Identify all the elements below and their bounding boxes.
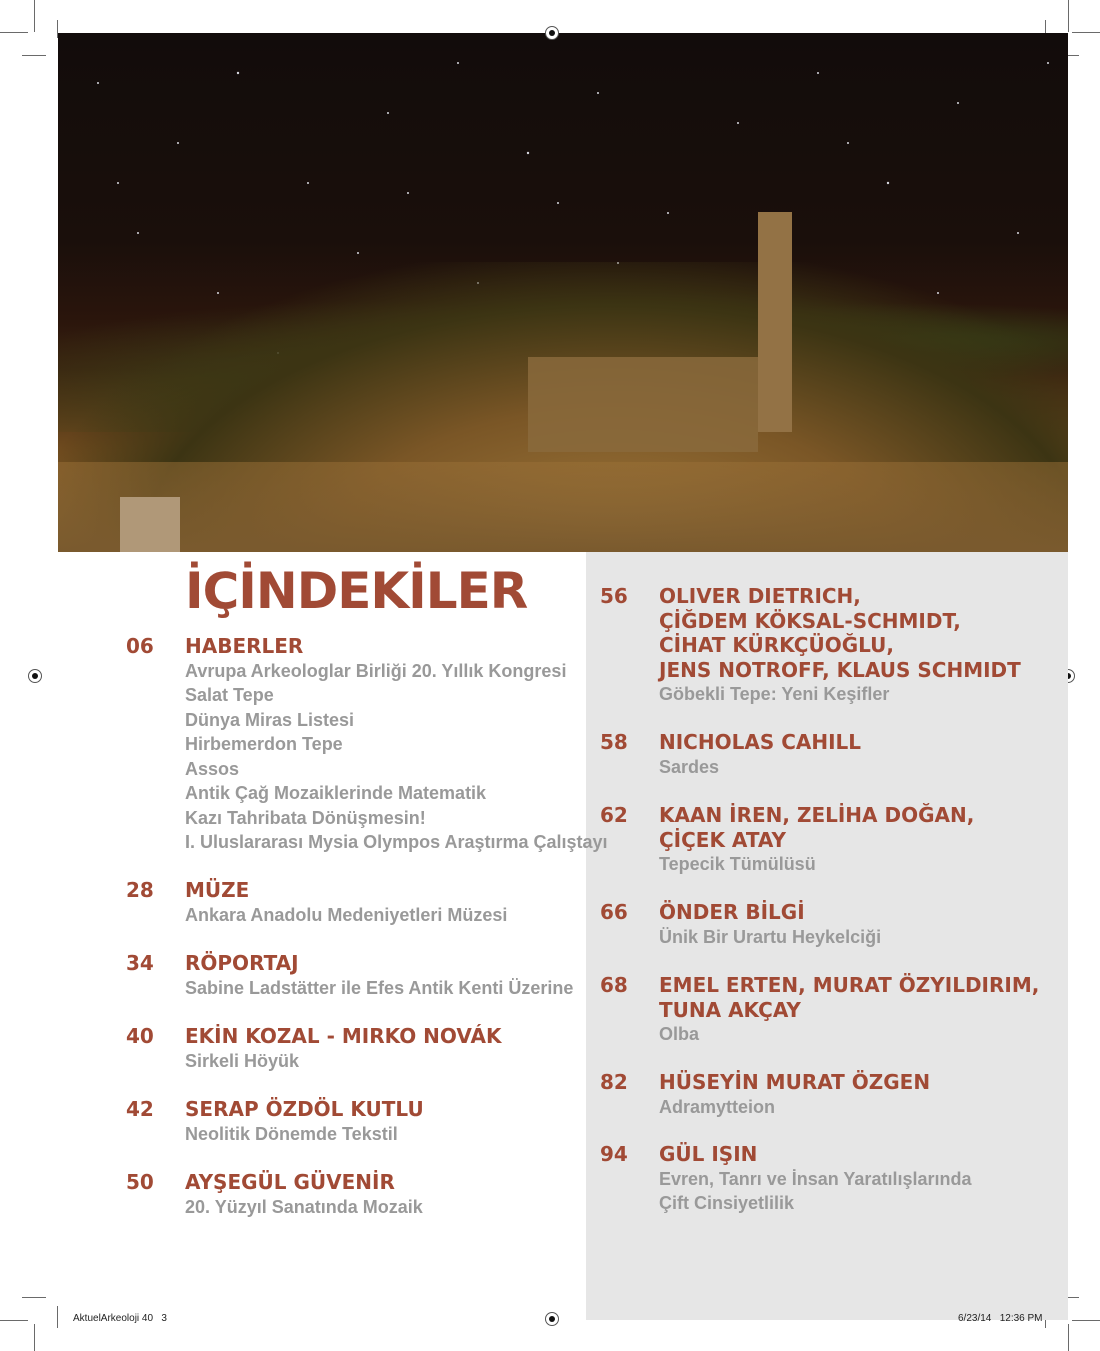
entry-item: I. Uluslararası Mysia Olympos Araştırma Çalıştayı [185, 832, 608, 852]
heading-line: ÇİÇEK ATAY [659, 827, 786, 852]
entry-item: Sardes [659, 756, 720, 777]
page-number: 40 [126, 1024, 154, 1048]
entry-heading [659, 803, 974, 877]
entry-item: Sabine Ladstätter ile Efes Antik Kenti Üzerine [185, 977, 574, 998]
entry-heading [185, 878, 507, 927]
heading-line: OLIVER DIETRICH, [659, 584, 861, 608]
entry-item: Neolitik Dönemde Tekstil [185, 1123, 398, 1144]
entry-heading [659, 584, 1021, 707]
stone-block [120, 497, 180, 552]
crop-mark [22, 55, 46, 56]
page-number: 56 [600, 584, 628, 608]
heading-line: NICHOLAS CAHILL [659, 730, 862, 754]
heading-line: EMEL ERTEN, MURAT ÖZYILDIRIM, [659, 973, 1040, 997]
heading-line: EKİN KOZAL - MIRKO NOVÁK [185, 1024, 502, 1048]
heading-line: CİHAT KÜRKÇÜOĞLU, [659, 633, 894, 657]
heading-line: RÖPORTAJ [185, 951, 299, 975]
entry-heading [185, 634, 608, 855]
entry-heading [659, 973, 1039, 1047]
entry-heading [185, 1170, 423, 1219]
crop-mark [34, 0, 35, 32]
entry-item: Çift Cinsiyetlilik [659, 1193, 795, 1213]
heading-line: HABERLER [185, 634, 304, 658]
entry-item: Kazı Tahribata Dönüşmesin! [185, 807, 426, 828]
ruin-column [758, 212, 792, 432]
crop-mark [1072, 32, 1100, 33]
registration-mark-icon [28, 669, 42, 683]
entry-item: Ankara Anadolu Medeniyetleri Müzesi [185, 904, 508, 925]
ruin-wall [528, 357, 758, 452]
page-title: İÇİNDEKİLER [185, 562, 528, 620]
page-number: 06 [126, 634, 154, 658]
page-number: 66 [600, 900, 628, 924]
entry-heading [659, 1142, 971, 1216]
entry-item: Assos [185, 758, 240, 779]
page-number: 42 [126, 1097, 154, 1121]
heading-line: KAAN İREN, ZELİHA DOĞAN, [659, 803, 975, 827]
heading-line: SERAP ÖZDÖL KUTLU [185, 1097, 424, 1121]
crop-mark [34, 1324, 35, 1351]
entry-item: Göbekli Tepe: Yeni Keşifler [659, 684, 890, 704]
heading-line: GÜL IŞIN [659, 1142, 758, 1166]
heading-line: ÖNDER BİLGİ [659, 900, 805, 924]
page-number: 62 [600, 803, 628, 827]
entry-item: Hirbemerdon Tepe [185, 734, 343, 754]
entry-heading [185, 951, 573, 1000]
entry-item: Sirkeli Höyük [185, 1050, 300, 1071]
page-number: 68 [600, 973, 628, 997]
entry-item: Dünya Miras Listesi [185, 709, 355, 730]
page-number: 50 [126, 1170, 154, 1194]
heading-line: MÜZE [185, 878, 250, 902]
entry-item: Antik Çağ Mozaiklerinde Matematik [185, 783, 487, 803]
page-number: 58 [600, 730, 628, 754]
crop-mark [1068, 1324, 1069, 1351]
crop-mark [57, 1306, 58, 1328]
page-number: 34 [126, 951, 154, 975]
entry-item: 20. Yüzyıl Sanatında Mozaik [185, 1196, 423, 1217]
crop-mark [1072, 1320, 1100, 1321]
crop-mark [0, 1320, 28, 1321]
heading-line: JENS NOTROFF, KLAUS SCHMIDT [659, 657, 1021, 682]
entry-heading [185, 1024, 501, 1073]
registration-mark-icon [545, 1312, 559, 1326]
print-timestamp: 6/23/14 12:36 PM [958, 1313, 1043, 1324]
ground [58, 462, 1068, 552]
entry-heading [659, 900, 881, 949]
heading-line: HÜSEYİN MURAT ÖZGEN [659, 1070, 931, 1094]
entry-item: Salat Tepe [185, 685, 274, 705]
entry-item: Evren, Tanrı ve İnsan Yaratılışlarında [659, 1168, 972, 1189]
entry-heading [659, 1070, 930, 1119]
heading-line: AYŞEGÜL GÜVENİR [185, 1170, 395, 1194]
entry-heading [185, 1097, 424, 1146]
registration-mark-icon [545, 26, 559, 40]
entry-item: Ünik Bir Urartu Heykelciği [659, 926, 882, 947]
heading-line: TUNA AKÇAY [659, 997, 801, 1022]
print-slug: AktuelArkeoloji 40 3 [73, 1313, 167, 1324]
hero-photo [58, 33, 1068, 552]
entry-heading [659, 730, 861, 779]
entry-item: Tepecik Tümülüsü [659, 854, 816, 874]
heading-line: ÇİĞDEM KÖKSAL-SCHMIDT, [659, 608, 961, 633]
page-number: 94 [600, 1142, 628, 1166]
entry-item: Avrupa Arkeologlar Birliği 20. Yıllık Kongresi [185, 660, 567, 681]
crop-mark [1068, 0, 1069, 32]
page-number: 82 [600, 1070, 628, 1094]
crop-mark [0, 32, 28, 33]
entry-item: Adramytteion [659, 1096, 776, 1117]
crop-mark [22, 1297, 46, 1298]
entry-item: Olba [659, 1024, 700, 1044]
page-number: 28 [126, 878, 154, 902]
